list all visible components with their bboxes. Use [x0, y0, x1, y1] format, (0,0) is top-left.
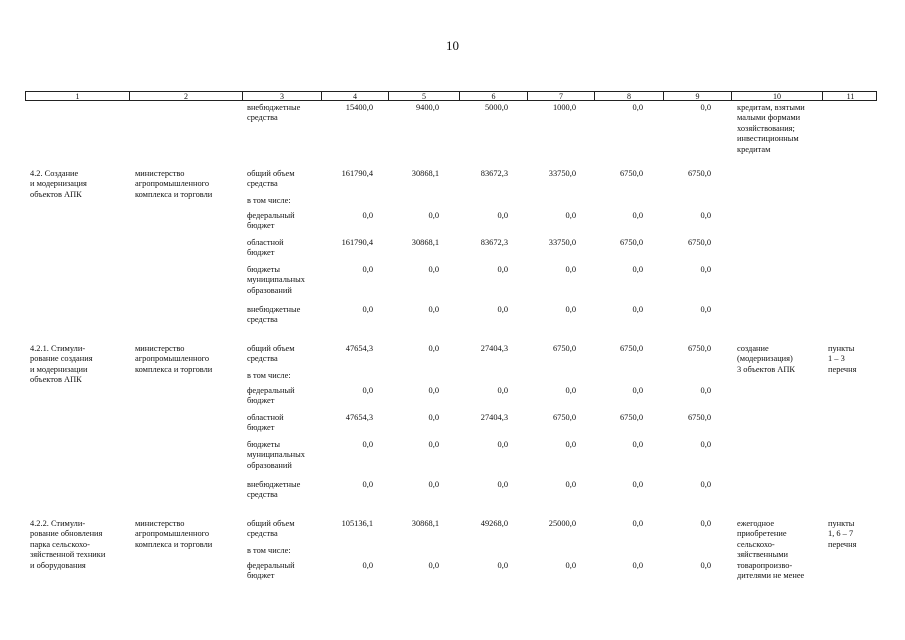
measure-name: 4.2.2. Стимули- рование обновления парка сельскохо- зяйственной техники и оборудования — [30, 519, 106, 570]
value-cell: 0,0 — [632, 265, 643, 274]
value-cell: 0,0 — [428, 413, 439, 422]
value-cell: 0,0 — [362, 305, 373, 314]
value-cell: 0,0 — [565, 386, 576, 395]
value-cell: 0,0 — [700, 480, 711, 489]
value-cell: 0,0 — [428, 386, 439, 395]
value-cell: 0,0 — [565, 440, 576, 449]
executor-name: министерство агропромышленного комплекса и торговли — [135, 344, 213, 374]
value-cell: 6750,0 — [552, 344, 576, 353]
value-cell: 0,0 — [428, 305, 439, 314]
value-cell: 0,0 — [362, 440, 373, 449]
value-cell: 6750,0 — [619, 413, 643, 422]
value-cell: 0,0 — [428, 440, 439, 449]
executor-name: министерство агропромышленного комплекса и торговли — [135, 169, 213, 199]
value-cell: 0,0 — [497, 305, 508, 314]
value-cell: 0,0 — [428, 561, 439, 570]
value-cell: 0,0 — [700, 519, 711, 528]
value-cell: 9400,0 — [415, 103, 439, 112]
value-cell: 0,0 — [565, 211, 576, 220]
value-cell: 0,0 — [428, 480, 439, 489]
column-header-6: 6 — [460, 92, 528, 100]
value-cell: 6750,0 — [552, 413, 576, 422]
value-cell: 0,0 — [700, 386, 711, 395]
value-cell: 0,0 — [632, 519, 643, 528]
value-cell: 6750,0 — [687, 238, 711, 247]
value-cell: 0,0 — [362, 211, 373, 220]
column-header-11: 11 — [846, 92, 855, 101]
funding-source-label: общий объем средства — [247, 169, 295, 189]
value-cell: 30868,1 — [411, 169, 439, 178]
value-cell: 15400,0 — [345, 103, 373, 112]
funding-source-label: в том числе: — [247, 196, 291, 205]
value-cell: 30868,1 — [411, 238, 439, 247]
funding-source-label: бюджеты муниципальных образований — [247, 440, 305, 470]
column-header-2: 2 — [130, 92, 243, 100]
value-cell: 0,0 — [428, 211, 439, 220]
list-items-reference: пункты 1 – 3 перечня — [828, 344, 857, 374]
value-cell: 25000,0 — [548, 519, 576, 528]
value-cell: 0,0 — [497, 211, 508, 220]
value-cell: 1000,0 — [552, 103, 576, 112]
funding-source-label: общий объем средства — [247, 519, 295, 539]
value-cell: 0,0 — [632, 103, 643, 112]
value-cell: 0,0 — [428, 265, 439, 274]
funding-source-label: внебюджетные средства — [247, 480, 301, 500]
value-cell: 0,0 — [700, 561, 711, 570]
value-cell: 0,0 — [632, 440, 643, 449]
value-cell: 83672,3 — [480, 169, 508, 178]
value-cell: 5000,0 — [484, 103, 508, 112]
value-cell: 0,0 — [700, 265, 711, 274]
list-items-reference: пункты 1, 6 – 7 перечня — [828, 519, 857, 549]
value-cell: 0,0 — [565, 265, 576, 274]
expected-result-text: создание (модернизация) 3 объектов АПК — [737, 344, 795, 374]
value-cell: 0,0 — [497, 440, 508, 449]
value-cell: 0,0 — [700, 305, 711, 314]
value-cell: 0,0 — [362, 480, 373, 489]
funding-source-label: внебюджетные средства — [247, 305, 301, 325]
column-header-1: 1 — [26, 92, 130, 100]
executor-name: министерство агропромышленного комплекса и торговли — [135, 519, 213, 549]
value-cell: 0,0 — [632, 211, 643, 220]
value-cell: 6750,0 — [619, 169, 643, 178]
value-cell: 30868,1 — [411, 519, 439, 528]
value-cell: 27404,3 — [480, 344, 508, 353]
value-cell: 47654,3 — [345, 413, 373, 422]
value-cell: 49268,0 — [480, 519, 508, 528]
value-cell: 0,0 — [497, 480, 508, 489]
column-header-7: 7 — [528, 92, 595, 100]
value-cell: 33750,0 — [548, 169, 576, 178]
value-cell: 0,0 — [497, 265, 508, 274]
value-cell: 0,0 — [632, 305, 643, 314]
column-header-row — [25, 91, 877, 101]
value-cell: 0,0 — [700, 211, 711, 220]
measure-name: 4.2. Создание и модернизация объектов АПК — [30, 169, 87, 199]
value-cell: 6750,0 — [687, 344, 711, 353]
funding-source-label: бюджеты муниципальных образований — [247, 265, 305, 295]
value-cell: 105136,1 — [341, 519, 373, 528]
funding-source-label: областной бюджет — [247, 413, 284, 433]
value-cell: 0,0 — [565, 480, 576, 489]
value-cell: 0,0 — [565, 561, 576, 570]
column-header-9: 9 — [664, 92, 732, 100]
value-cell: 161790,4 — [341, 169, 373, 178]
funding-source-label: общий объем средства — [247, 344, 295, 364]
value-cell: 0,0 — [700, 440, 711, 449]
value-cell: 6750,0 — [687, 169, 711, 178]
value-cell: 0,0 — [428, 344, 439, 353]
value-cell: 27404,3 — [480, 413, 508, 422]
value-cell: 0,0 — [497, 386, 508, 395]
measure-name: 4.2.1. Стимули- рование создания и модернизации объектов АПК — [30, 344, 93, 385]
value-cell: 6750,0 — [619, 238, 643, 247]
funding-source-label: внебюджетные средства — [247, 103, 301, 123]
funding-source-label: в том числе: — [247, 546, 291, 555]
expected-result-text: ежегодное приобретение сельскохо- зяйственными товаропроизво- дителями не менее — [737, 519, 805, 581]
value-cell: 0,0 — [497, 561, 508, 570]
value-cell: 0,0 — [362, 386, 373, 395]
value-cell: 33750,0 — [548, 238, 576, 247]
funding-source-label: областной бюджет — [247, 238, 284, 258]
value-cell: 6750,0 — [619, 344, 643, 353]
column-header-3: 3 — [243, 92, 322, 100]
value-cell: 0,0 — [632, 480, 643, 489]
funding-source-label: федеральный бюджет — [247, 211, 295, 231]
column-header-8: 8 — [595, 92, 664, 100]
value-cell: 0,0 — [700, 103, 711, 112]
funding-source-label: в том числе: — [247, 371, 291, 380]
value-cell: 0,0 — [362, 561, 373, 570]
funding-source-label: федеральный бюджет — [247, 561, 295, 581]
expected-result-text: кредитам, взятыми малыми формами хозяйствования; инвестиционным кредитам — [737, 103, 805, 154]
value-cell: 0,0 — [565, 305, 576, 314]
value-cell: 47654,3 — [345, 344, 373, 353]
column-header-10: 10 — [732, 92, 823, 100]
column-header-5: 5 — [389, 92, 460, 100]
value-cell: 0,0 — [632, 561, 643, 570]
value-cell: 6750,0 — [687, 413, 711, 422]
value-cell: 0,0 — [362, 265, 373, 274]
page-number: 10 — [446, 38, 459, 53]
value-cell: 83672,3 — [480, 238, 508, 247]
column-header-4: 4 — [322, 92, 389, 100]
funding-source-label: федеральный бюджет — [247, 386, 295, 406]
value-cell: 0,0 — [632, 386, 643, 395]
value-cell: 161790,4 — [341, 238, 373, 247]
